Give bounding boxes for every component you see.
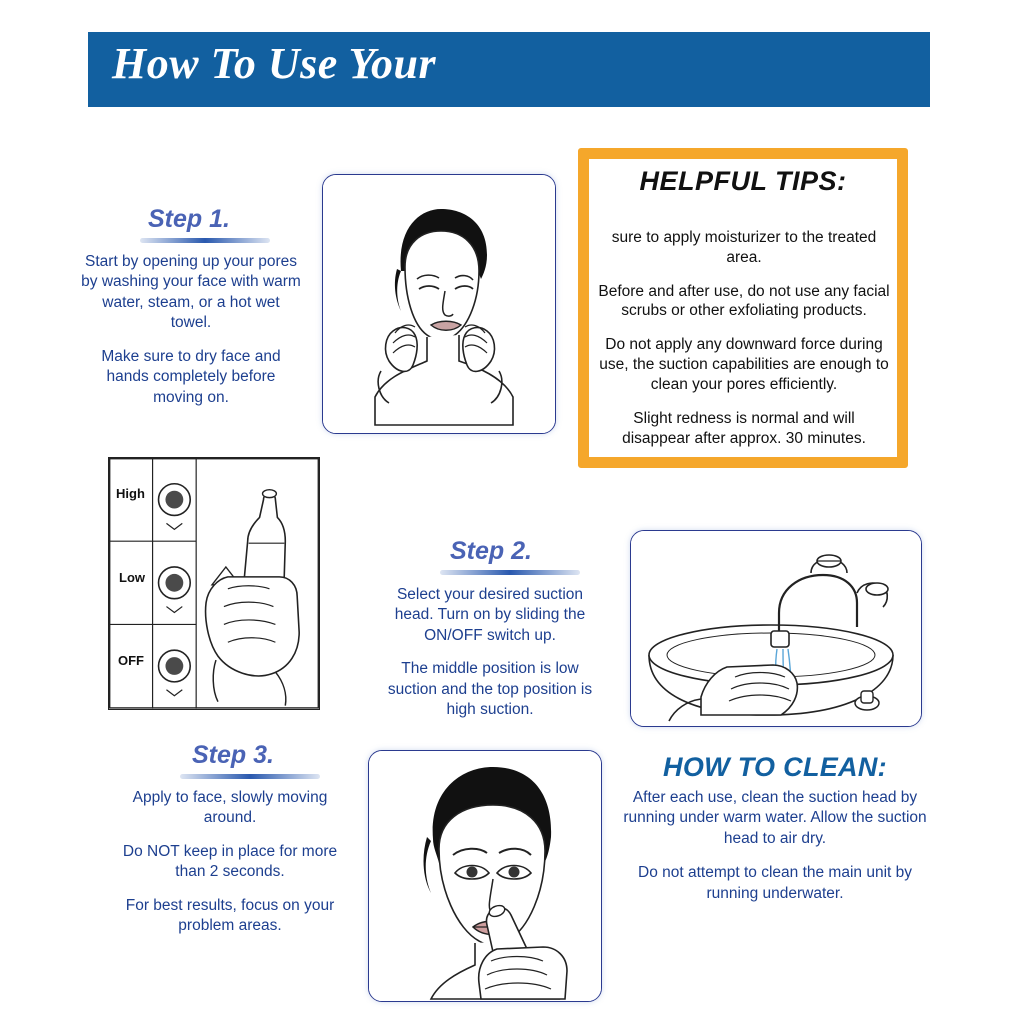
step-2-paragraph-2: The middle position is low suction and the top position is high suction. [387, 660, 593, 719]
clean-paragraph-2: Do not attempt to clean the main unit by running underwater. [638, 864, 912, 902]
step-1-image [322, 174, 556, 434]
tips-paragraph-2: Before and after use, do not use any facial scrubs or other exfoliating products. [598, 282, 890, 320]
tips-paragraph-3: Do not apply any downward force during use, the suction capabilities are enough to clean your pores efficiently. [599, 336, 889, 393]
tips-paragraph-1: sure to apply moisturizer to the treated area. [611, 229, 877, 266]
step-3-underline [180, 774, 320, 779]
step-3-text [120, 788, 340, 937]
clean-paragraph-1: After each use, clean the suction head by running under warm water. Allow the suction head to air dry. [623, 789, 927, 847]
step-2-underline [440, 570, 580, 575]
helpful-tips-text [598, 228, 890, 448]
tips-paragraph-4: Slight redness is normal and will disappear after approx. 30 minutes. [622, 409, 866, 447]
how-to-clean-title: HOW TO CLEAN: [663, 752, 887, 782]
step-3-label: Step 3. [192, 741, 274, 769]
step-3-image [368, 750, 602, 1002]
step-1-paragraph-2: Make sure to dry face and hands completely before moving on. [101, 347, 281, 406]
helpful-tips-title: HELPFUL TIPS: [639, 166, 847, 196]
step-1-text [80, 252, 302, 408]
step-1-label: Step 1. [148, 205, 230, 233]
how-to-clean-text [615, 788, 935, 904]
switch-position-low: Low [119, 570, 145, 585]
step-2-text [380, 585, 600, 721]
step-3-paragraph-1: Apply to face, slowly moving around. [132, 789, 328, 827]
switch-position-high: High [116, 486, 145, 501]
step-2-paragraph-1: Select your desired suction head. Turn on by sliding the ON/OFF switch up. [394, 586, 586, 644]
step-3-paragraph-2: Do NOT keep in place for more than 2 seconds. [122, 842, 338, 881]
page-title: How To Use Your [112, 39, 437, 88]
switch-position-off: OFF [118, 653, 144, 668]
step-3-paragraph-3: For best results, focus on your problem areas. [125, 896, 335, 935]
step-1-underline [140, 238, 270, 243]
step-2-label: Step 2. [450, 537, 532, 565]
step-1-paragraph-1: Start by opening up your pores by washing your face with warm water, steam, or a hot wet towel. [81, 253, 301, 332]
clean-image [630, 530, 922, 727]
